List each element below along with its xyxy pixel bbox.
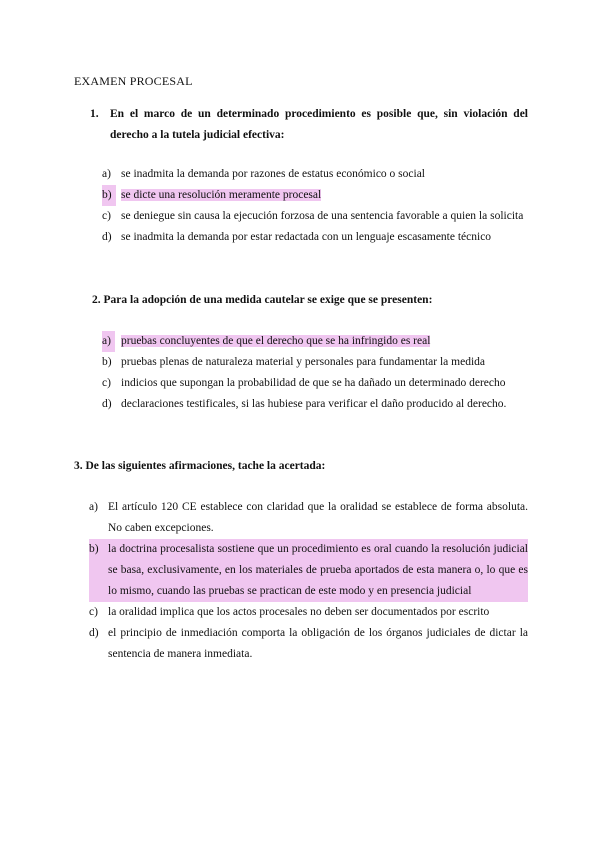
question-1-options (102, 164, 528, 248)
option-text: indicios que supongan la probabilidad de que se ha dañado un determinado derecho (121, 377, 506, 389)
question-1-option-c[interactable] (102, 206, 528, 227)
option-text: la doctrina procesalista sostiene que un procedimiento es oral cuando la resolución judicial se basa, exclusivamente, en los materiales de prueba aportados de esta manera o, lo que es lo mismo, cuando las pruebas se practican de este modo y en presencia judicial (108, 543, 528, 597)
option-text: se inadmita la demanda por razones de estatus económico o social (121, 168, 426, 180)
option-letter: b) (102, 356, 112, 368)
option-text: declaraciones testificales, si las hubiese para verificar el daño producido al derecho. (121, 398, 507, 410)
option-letter: d) (89, 627, 99, 639)
option-text: pruebas concluyentes de que el derecho que se ha infringido es real (121, 335, 431, 347)
question-3-option-b-selected[interactable] (89, 539, 528, 602)
question-3-option-d[interactable] (89, 623, 528, 665)
option-letter: c) (102, 377, 111, 389)
question-3-option-c[interactable] (89, 602, 528, 623)
question-1-number: 1. (90, 108, 99, 120)
question-1-text: En el marco de un determinado procedimiento es posible que, sin violación del derecho a la tutela judicial efectiva: (110, 108, 528, 141)
question-2-option-b[interactable] (102, 352, 528, 373)
question-2-heading: 2. Para la adopción de una medida cautelar se exige que se presenten: (92, 294, 433, 306)
option-text: se deniegue sin causa la ejecución forzosa de una sentencia favorable a quien la solicita (121, 210, 524, 222)
question-2-options (102, 331, 528, 415)
question-2-option-c[interactable] (102, 373, 528, 394)
option-letter: b) (102, 185, 116, 206)
option-letter: d) (102, 231, 112, 243)
question-2-option-d[interactable] (102, 394, 528, 415)
option-letter: a) (89, 501, 98, 513)
option-letter: b) (89, 543, 99, 555)
option-letter: d) (102, 398, 112, 410)
question-2-option-a-selected[interactable] (102, 331, 528, 352)
option-letter: a) (102, 168, 111, 180)
question-3-option-a[interactable] (89, 497, 528, 539)
option-text: El artículo 120 CE establece con claridad que la oralidad se establece de forma absoluta. No caben excepciones. (108, 501, 528, 534)
question-1-option-a[interactable] (102, 164, 528, 185)
option-letter: c) (102, 210, 111, 222)
question-1-heading (90, 104, 528, 146)
question-1-option-d[interactable] (102, 227, 528, 248)
question-3-options (89, 497, 528, 665)
question-3-heading: 3. De las siguientes afirmaciones, tache la acertada: (74, 460, 326, 472)
option-text: se dicte una resolución meramente procesal (121, 189, 322, 201)
option-text: la oralidad implica que los actos procesales no deben ser documentados por escrito (108, 606, 490, 618)
page-title: EXAMEN PROCESAL (74, 74, 193, 88)
option-letter: c) (89, 606, 98, 618)
option-text: pruebas plenas de naturaleza material y personales para fundamentar la medida (121, 356, 485, 368)
option-text: se inadmita la demanda por estar redactada con un lenguaje escasamente técnico (121, 231, 492, 243)
option-letter: a) (102, 331, 115, 352)
option-text: el principio de inmediación comporta la obligación de los órganos judiciales de dictar la sentencia de manera inmediata. (108, 627, 528, 660)
question-1-option-b-selected[interactable] (102, 185, 528, 206)
